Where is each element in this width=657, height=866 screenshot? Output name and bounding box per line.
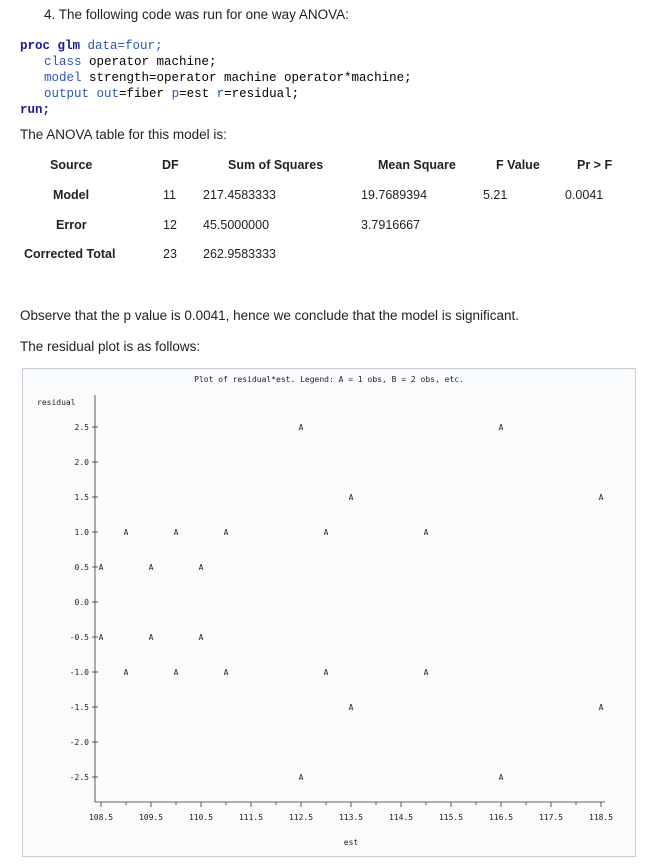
row-ms: 19.7689394 [361,188,428,202]
code-line-5: run; [20,103,51,117]
code-keyword: class [44,55,82,69]
data-point: A [498,423,504,432]
code-text: data=four; [80,39,163,53]
data-point: A [323,528,329,537]
x-tick-label: 113.5 [338,813,364,822]
data-point: A [173,668,179,677]
code-keyword: output [44,87,90,101]
y-tick-label: 1.5 [74,493,89,502]
row-df: 12 [163,218,177,232]
code-keyword: proc glm [20,39,81,53]
data-point: A [173,528,179,537]
residual-intro: The residual plot is as follows: [20,339,201,354]
data-point: A [423,528,429,537]
y-tick-label: 1.0 [74,528,89,537]
y-tick-label: -1.0 [69,668,89,677]
y-tick-label: -1.5 [69,703,89,712]
y-tick-label: 2.0 [74,458,89,467]
row-df: 11 [163,188,176,202]
y-tick-label: -0.5 [69,633,89,642]
y-tick-label: -2.0 [69,738,89,747]
data-point: A [323,668,329,677]
x-tick-label: 116.5 [488,813,514,822]
data-point: A [598,493,604,502]
y-tick-label: 0.5 [74,563,89,572]
anova-table [0,150,657,270]
data-point: A [223,668,229,677]
data-point: A [298,423,304,432]
data-point: A [348,703,354,712]
header-p: Pr > F [577,158,613,172]
data-point: A [423,668,429,677]
row-ss: 217.4583333 [203,188,276,202]
row-df: 23 [163,247,177,261]
x-tick-label: 115.5 [438,813,464,822]
residual-plot [22,368,636,857]
code-line-1 [20,39,163,53]
x-tick-label: 112.5 [288,813,314,822]
code-text: =fiber [119,87,172,101]
code-keyword: out [96,87,120,101]
y-tick-label: -2.5 [69,773,89,782]
residual-plot-svg [23,369,635,856]
x-tick-label: 108.5 [88,813,114,822]
x-tick-label: 118.5 [588,813,614,822]
chart-title: Plot of residual*est. Legend: A = 1 obs, B = 2 obs, etc. [194,375,464,384]
code-line-4 [20,87,299,101]
x-axis-label: est [343,838,359,847]
data-point: A [98,563,104,572]
code-keyword: p [171,87,180,101]
code-line-3 [20,71,412,85]
header-ms: Mean Square [378,158,456,172]
data-point: A [598,703,604,712]
data-point: A [123,668,129,677]
data-point: A [298,773,304,782]
header-source: Source [50,158,93,172]
data-point: A [223,528,229,537]
row-source: Corrected Total [24,247,116,261]
x-tick-label: 109.5 [138,813,164,822]
question-text: 4. The following code was run for one way ANOVA: [44,7,349,22]
row-f: 5.21 [483,188,508,202]
sas-code-block [20,38,412,118]
header-f: F Value [496,158,540,172]
row-p: 0.0041 [565,188,604,202]
header-ss: Sum of Squares [228,158,324,172]
code-text: =est [179,87,217,101]
data-point: A [498,773,504,782]
x-tick-label: 114.5 [388,813,414,822]
code-keyword: model [44,71,82,85]
code-line-2 [20,55,217,69]
y-tick-label: 0.0 [74,598,89,607]
row-ms: 3.7916667 [361,218,421,232]
code-text: =residual; [224,87,300,101]
x-tick-label: 117.5 [538,813,564,822]
data-point: A [348,493,354,502]
header-df: DF [162,158,179,172]
anova-intro: The ANOVA table for this model is: [20,127,227,142]
data-point: A [148,563,154,572]
data-point: A [123,528,129,537]
code-keyword: r [216,87,225,101]
data-point: A [98,633,104,642]
observation-text: Observe that the p value is 0.0041, hence we conclude that the model is significant. [20,308,520,323]
x-tick-label: 111.5 [238,813,264,822]
y-axis-label: residual [37,398,76,407]
row-ss: 45.5000000 [203,218,270,232]
x-tick-label: 110.5 [188,813,214,822]
data-point: A [148,633,154,642]
code-text: operator machine; [81,55,217,69]
data-point: A [198,633,204,642]
code-text: strength=operator machine operator*machine; [81,71,412,85]
row-source: Model [53,188,90,202]
row-source: Error [56,218,87,232]
y-tick-label: 2.5 [74,423,89,432]
data-point: A [198,563,204,572]
row-ss: 262.9583333 [203,247,276,261]
